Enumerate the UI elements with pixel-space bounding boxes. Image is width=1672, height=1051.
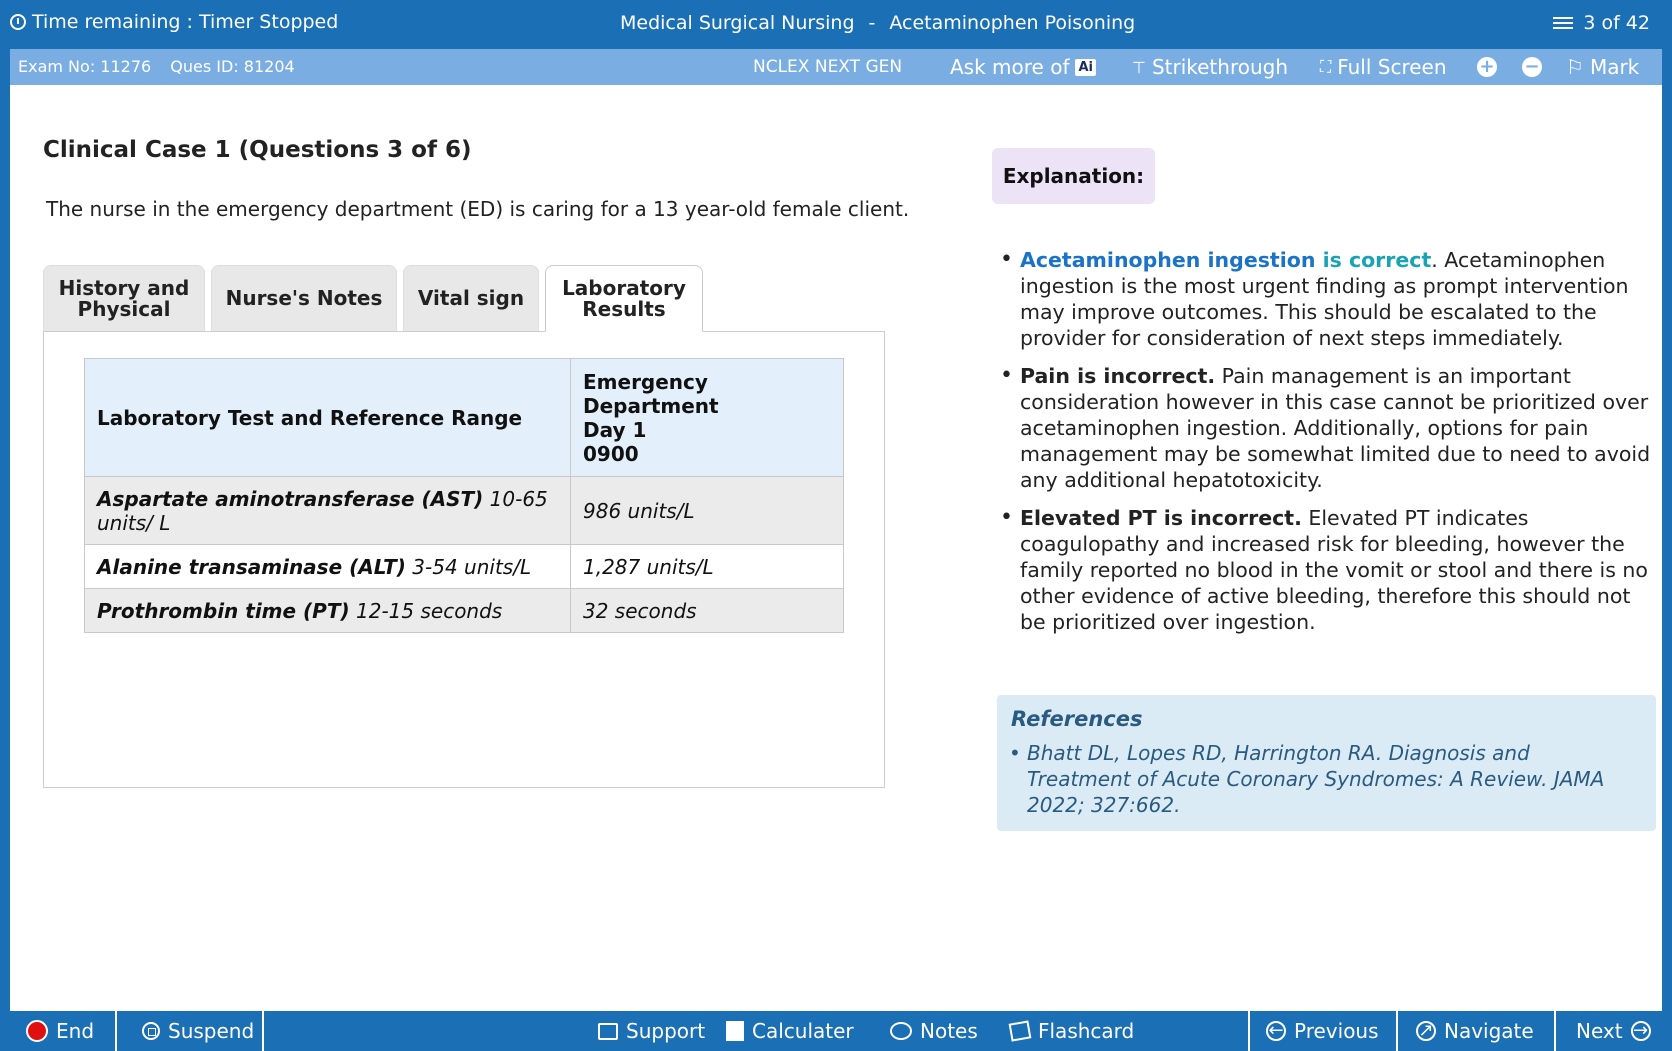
option-rationale: Elevated PT indicates coagulopathy and increased risk for bleeding, however the family reported no blood in the vomit or stool and there is no other evidence of active bleeding, therefore this should not be prioritized over ingestion. [1020, 506, 1648, 634]
case-prompt: The nurse in the emergency department (ED) is caring for a 13 year-old female client. [46, 197, 910, 221]
previous-button[interactable] [1266, 1011, 1379, 1051]
bottom-bar [0, 1011, 1672, 1051]
tab-label: Vital sign [417, 286, 525, 310]
flashcard-label: Flashcard [1038, 1019, 1135, 1043]
tab-vital-sign[interactable] [403, 265, 539, 331]
divider [1248, 1011, 1250, 1051]
title-separator: - [868, 12, 876, 34]
explanation-list [1020, 247, 1660, 647]
exam-number: Exam No: 11276 [18, 57, 152, 76]
main-content [10, 85, 1662, 1011]
table-header-row [85, 359, 844, 477]
tab-label: History and [58, 275, 190, 300]
suspend-icon [142, 1022, 160, 1040]
progress-text: 3 of 42 [1583, 12, 1650, 34]
question-id: Ques ID: 81204 [170, 57, 295, 76]
tab-label: Laboratory [562, 275, 686, 300]
calculator-label: Calculater [752, 1019, 854, 1043]
notes-label: Notes [920, 1019, 978, 1043]
fullscreen-label: Full Screen [1337, 55, 1447, 79]
lab-test-range: 3-54 units/L [405, 554, 532, 579]
table-row [85, 477, 844, 545]
divider [115, 1011, 117, 1051]
next-label: Next [1576, 1019, 1623, 1043]
lab-test-cell [85, 477, 571, 545]
references-title: References [1011, 707, 1143, 731]
header-line: Department [583, 393, 719, 418]
exam-info [18, 57, 309, 76]
calculator-icon [726, 1021, 744, 1041]
option-term: Elevated PT is incorrect. [1020, 506, 1302, 530]
notes-button[interactable] [890, 1011, 978, 1051]
exam-title [620, 12, 1135, 34]
end-label: End [56, 1019, 95, 1043]
option-term: Acetaminophen ingestion [1020, 248, 1316, 272]
lab-test-range: 10-65 units/ L [97, 486, 548, 535]
topic-title: Acetaminophen Poisoning [889, 12, 1136, 34]
calculator-button[interactable] [726, 1011, 854, 1051]
lab-value-cell: 1,287 units/L [571, 545, 844, 589]
support-icon [598, 1023, 618, 1040]
ask-more-label: Ask more of [950, 55, 1070, 79]
lab-value-cell: 986 units/L [571, 477, 844, 545]
stop-icon [26, 1020, 48, 1042]
header-line: Day 1 [583, 417, 647, 442]
support-button[interactable] [598, 1011, 705, 1051]
support-label: Support [626, 1019, 706, 1043]
header-line: Emergency [583, 369, 708, 394]
tab-label: Results [582, 296, 666, 321]
lab-test-name: Aspartate aminotransferase (AST) [97, 486, 484, 511]
arrow-left-icon: ← [1266, 1021, 1286, 1041]
list-item [1020, 363, 1660, 493]
option-rationale: . Acetaminophen ingestion is the most urgent finding as prompt intervention may improve outcomes. This should be escalated to the provider for consideration of next steps immediately. [1020, 248, 1629, 350]
mark-label: Mark [1589, 55, 1640, 79]
divider [1396, 1011, 1398, 1051]
lab-results-table [84, 358, 844, 633]
timer-status [10, 11, 338, 33]
tab-laboratory-results[interactable] [545, 265, 703, 332]
zoom-out-button[interactable] [1522, 57, 1542, 77]
zoom-out-icon: − [1522, 57, 1542, 77]
references-box [997, 695, 1656, 831]
divider [262, 1011, 264, 1051]
option-term: Pain is incorrect. [1020, 364, 1216, 388]
ai-icon: Ai [1075, 59, 1096, 76]
table-row [85, 545, 844, 589]
fullscreen-button[interactable] [1320, 55, 1447, 79]
ask-ai-button[interactable] [950, 55, 1096, 79]
case-title: Clinical Case 1 (Questions 3 of 6) [43, 137, 472, 163]
tab-panel [43, 331, 885, 788]
compass-icon: ↗ [1416, 1021, 1436, 1041]
explanation-label: Explanation: [992, 148, 1155, 204]
table-row [85, 589, 844, 633]
lab-test-name: Alanine transaminase (ALT) [97, 554, 406, 579]
tab-label: Physical [77, 296, 171, 321]
strikethrough-label: Strikethrough [1151, 55, 1289, 79]
navigate-label: Navigate [1444, 1019, 1534, 1043]
header-line: 0900 [583, 441, 639, 466]
previous-label: Previous [1294, 1019, 1379, 1043]
strikethrough-button[interactable] [1132, 55, 1288, 79]
lab-test-cell [85, 589, 571, 633]
zoom-in-button[interactable] [1477, 57, 1497, 77]
nclex-label: NCLEX NEXT GEN [753, 57, 903, 77]
lab-test-cell [85, 545, 571, 589]
reference-item: • Bhatt DL, Lopes RD, Harrington RA. Diagnosis and Treatment of Acute Coronary Syndromes: A Review. JAMA 2022; 327:662. [1027, 740, 1607, 818]
case-tabs [43, 265, 703, 331]
stack-icon [1553, 17, 1573, 29]
tab-label: Nurse's Notes [225, 286, 383, 310]
fullscreen-icon: ⛶ [1320, 57, 1332, 76]
header-test: Laboratory Test and Reference Range [85, 359, 571, 477]
list-item [1020, 505, 1660, 635]
suspend-button[interactable] [142, 1011, 254, 1051]
clock-icon [10, 14, 26, 30]
option-rationale: Pain management is an important consideration however in this case cannot be prioritized over acetaminophen ingestion. Additionally, options for pain management may be somewhat limited due to need to avoid any additional hepatotoxicity. [1020, 364, 1651, 492]
tab-history-physical[interactable] [43, 265, 205, 331]
suspend-label: Suspend [168, 1019, 255, 1043]
flashcard-icon [1009, 1020, 1032, 1041]
header-ed-day1 [571, 359, 844, 477]
navigate-button[interactable] [1416, 1011, 1534, 1051]
mark-button[interactable] [1566, 55, 1639, 79]
flashcard-button[interactable] [1010, 1011, 1134, 1051]
option-verdict: is correct [1315, 248, 1432, 272]
tab-nurses-notes[interactable] [211, 265, 397, 331]
lab-value-cell: 32 seconds [571, 589, 844, 633]
timer-text: Time remaining : Timer Stopped [32, 11, 339, 33]
strikethrough-icon: ⊤ [1132, 57, 1146, 77]
arrow-right-icon: → [1631, 1021, 1651, 1041]
lab-test-range: 12-15 seconds [349, 598, 503, 623]
divider [1554, 1011, 1556, 1051]
lab-test-name: Prothrombin time (PT) [97, 598, 350, 623]
next-button[interactable] [1576, 1011, 1651, 1051]
zoom-in-icon: + [1477, 57, 1497, 77]
end-button[interactable] [26, 1011, 94, 1051]
subject-title: Medical Surgical Nursing [620, 12, 855, 34]
list-item [1020, 247, 1660, 351]
toolbar [10, 49, 1662, 85]
notes-icon [890, 1022, 912, 1040]
flag-icon: ⚐ [1566, 55, 1584, 79]
top-bar [0, 0, 1672, 49]
question-counter [1553, 12, 1650, 34]
